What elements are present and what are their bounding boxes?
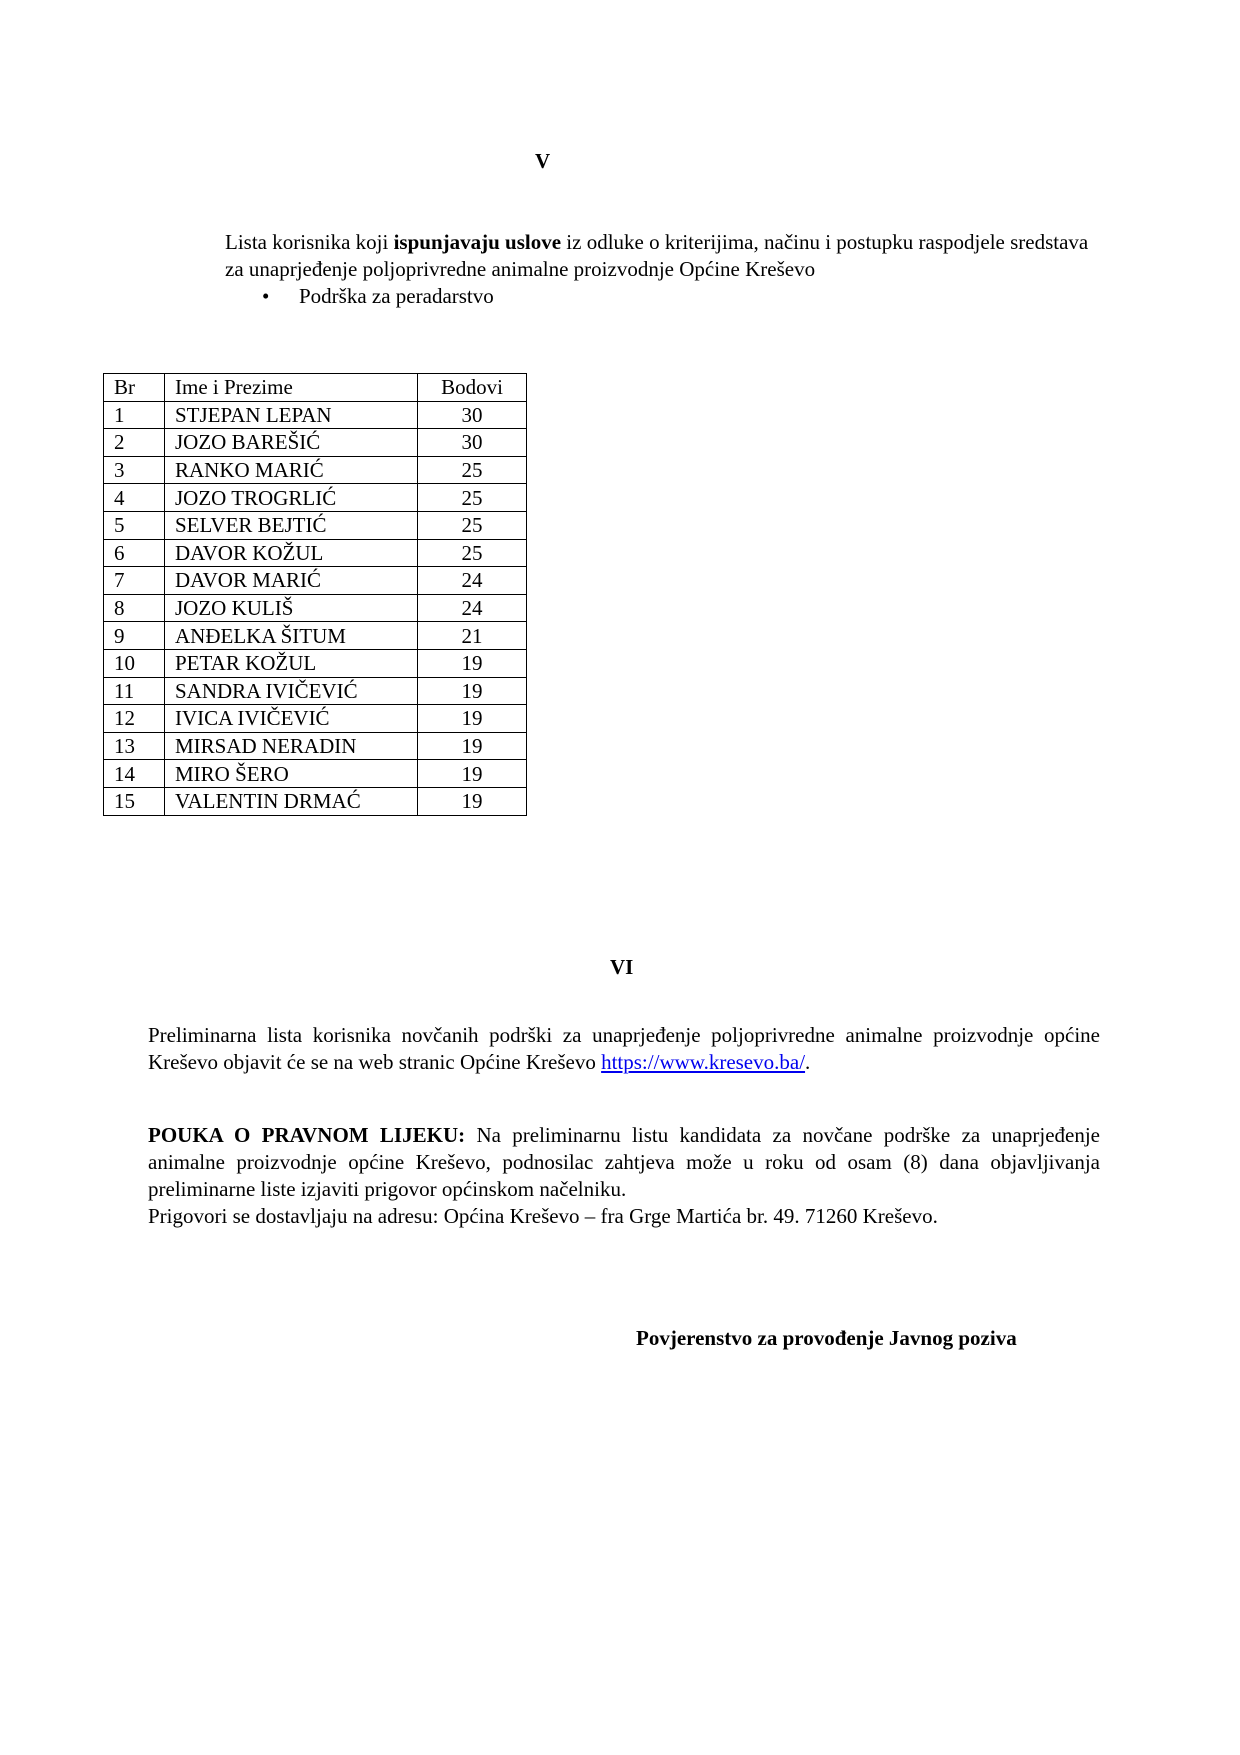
row-points: 19 [418, 705, 527, 733]
row-name: STJEPAN LEPAN [165, 401, 418, 429]
row-points: 30 [418, 401, 527, 429]
row-number: 10 [104, 649, 165, 677]
row-name: DAVOR MARIĆ [165, 567, 418, 595]
table-row [104, 484, 527, 512]
table-row [104, 677, 527, 705]
row-name: MIRSAD NERADIN [165, 732, 418, 760]
bullet-icon: • [262, 284, 270, 308]
row-name: VALENTIN DRMAĆ [165, 787, 418, 815]
table-row [104, 705, 527, 733]
beneficiaries-table [103, 373, 527, 816]
row-number: 15 [104, 787, 165, 815]
prelim-end: . [805, 1050, 811, 1074]
row-points: 19 [418, 732, 527, 760]
table-row [104, 539, 527, 567]
bullet-text: Podrška za peradarstvo [299, 284, 494, 308]
row-points: 19 [418, 649, 527, 677]
row-number: 3 [104, 456, 165, 484]
row-name: SELVER BEJTIĆ [165, 511, 418, 539]
table-row [104, 622, 527, 650]
legal-remedy-title: POUKA O PRAVNOM LIJEKU: [148, 1123, 466, 1147]
row-name: DAVOR KOŽUL [165, 539, 418, 567]
signature: Povjerenstvo za provođenje Javnog poziva [636, 1326, 1017, 1350]
legal-remedy-text: Na preliminarnu listu kandidata za novčane podrške za unaprjeđenje animalne proizvodnje općine Kreševo, podnosilac zahtjeva može u roku od osam (8) dana objavljivanja preliminarne liste izjaviti prigovor općinskom načelniku. [148, 1123, 1100, 1201]
header-br: Br [104, 374, 165, 402]
table-row [104, 732, 527, 760]
row-name: JOZO TROGRLIĆ [165, 484, 418, 512]
row-number: 12 [104, 705, 165, 733]
website-link[interactable]: https://www.kresevo.ba/ [601, 1050, 806, 1074]
row-number: 7 [104, 567, 165, 595]
table-row [104, 456, 527, 484]
row-number: 1 [104, 401, 165, 429]
row-number: 9 [104, 622, 165, 650]
row-name: RANKO MARIĆ [165, 456, 418, 484]
row-points: 24 [418, 567, 527, 595]
row-number: 6 [104, 539, 165, 567]
table-body [104, 401, 527, 815]
row-points: 25 [418, 511, 527, 539]
header-points: Bodovi [418, 374, 527, 402]
row-number: 4 [104, 484, 165, 512]
row-number: 11 [104, 677, 165, 705]
row-number: 8 [104, 594, 165, 622]
table-header-row [104, 374, 527, 402]
row-points: 19 [418, 760, 527, 788]
section-vi-heading: VI [610, 955, 634, 979]
intro-text-end: iz odluke o kriterijima, načinu i postupku raspodjele sredstava za unaprjeđenje poljoprivredne animalne proizvodnje Općine Kreševo [225, 230, 1089, 281]
table-row [104, 429, 527, 457]
row-name: PETAR KOŽUL [165, 649, 418, 677]
table-row [104, 401, 527, 429]
bullet-item [262, 283, 494, 310]
row-number: 2 [104, 429, 165, 457]
intro-bold-text: ispunjavaju uslove [393, 230, 562, 254]
row-number: 14 [104, 760, 165, 788]
row-points: 30 [418, 429, 527, 457]
row-number: 13 [104, 732, 165, 760]
table-row [104, 594, 527, 622]
header-name: Ime i Prezime [165, 374, 418, 402]
row-points: 21 [418, 622, 527, 650]
row-name: SANDRA IVIČEVIĆ [165, 677, 418, 705]
row-number: 5 [104, 511, 165, 539]
row-points: 19 [418, 787, 527, 815]
row-points: 19 [418, 677, 527, 705]
row-name: ANĐELKA ŠITUM [165, 622, 418, 650]
row-name: JOZO KULIŠ [165, 594, 418, 622]
intro-text-start: Lista korisnika koji [225, 230, 394, 254]
table-row [104, 511, 527, 539]
section-v-heading: V [535, 149, 551, 173]
row-points: 24 [418, 594, 527, 622]
row-points: 25 [418, 484, 527, 512]
row-name: JOZO BAREŠIĆ [165, 429, 418, 457]
row-name: IVICA IVIČEVIĆ [165, 705, 418, 733]
row-points: 25 [418, 456, 527, 484]
address-paragraph: Prigovori se dostavljaju na adresu: Općina Kreševo – fra Grge Martića br. 49. 71260 Kreševo. [148, 1204, 938, 1228]
table-row [104, 567, 527, 595]
intro-paragraph [225, 229, 1095, 283]
table-row [104, 760, 527, 788]
table-row [104, 649, 527, 677]
table-row [104, 787, 527, 815]
prelim-text: Preliminarna lista korisnika novčanih podrški za unaprjeđenje poljoprivredne animalne proizvodnje općine Kreševo objavit će se na web stranic Općine Kreševo [148, 1023, 1100, 1074]
row-name: MIRO ŠERO [165, 760, 418, 788]
preliminary-list-paragraph [148, 1022, 1100, 1076]
legal-remedy-paragraph [148, 1122, 1100, 1203]
row-points: 25 [418, 539, 527, 567]
